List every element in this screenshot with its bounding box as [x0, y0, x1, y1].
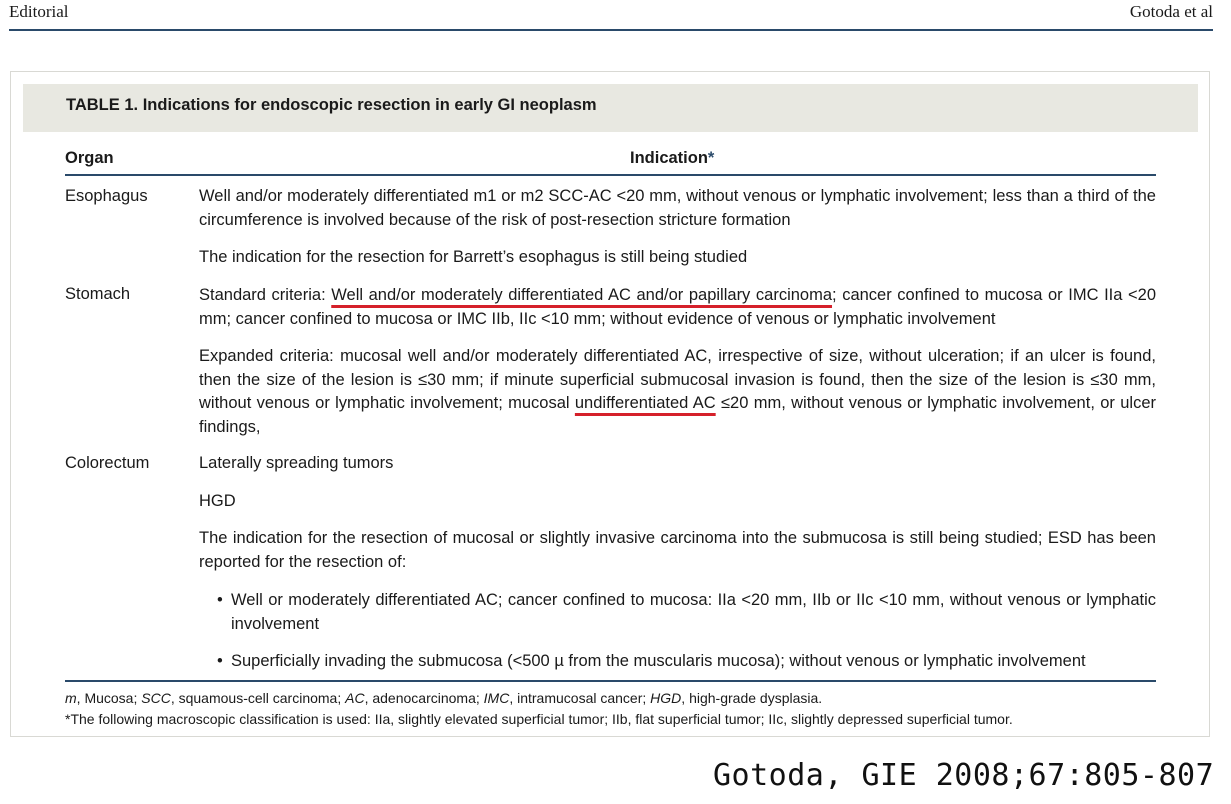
expanded-criteria-lead: Expanded criteria: mucosal well and/or moderately differentiated AC, irrespective of size, without ulceration; if an ulcer is found, then the size of the lesion is ≤30 mm; if minute superficial submucosal invasion is found, then the size of the lesion is ≤30 mm, without venous or lymphatic involvement; mucosal	[199, 347, 1156, 412]
abbr-def: , high-grade dysplasia.	[681, 690, 823, 706]
colorectum-bullet-1	[217, 589, 1156, 636]
colorectum-indication-2: HGD	[199, 492, 236, 510]
table-bottom-rule	[65, 680, 1156, 682]
colorectum-indication-1: Laterally spreading tumors	[199, 454, 394, 472]
column-header-indication	[630, 149, 714, 168]
standard-criteria-rest: ; cancer confined to mucosa or IMC IIa <20 mm; cancer confined to mucosa or IMC IIb, IIc <10 mm; without evidence of venous or lymphatic involvement	[199, 286, 1156, 328]
abbr-term: m	[65, 690, 77, 706]
stomach-standard-criteria	[199, 284, 1156, 331]
bullet-icon: •	[217, 652, 223, 670]
abbr-def: , adenocarcinoma;	[364, 690, 484, 706]
esophagus-indication-2: The indication for the resection for Barrett’s esophagus is still being studied	[199, 248, 748, 266]
citation-label: Gotoda, GIE 2008;67:805-807	[713, 758, 1215, 793]
expanded-criteria-rest: ≤20 mm, without venous or lymphatic involvement, or ulcer findings,	[199, 394, 1156, 436]
highlighted-phrase-expanded: undifferentiated AC	[574, 394, 716, 412]
table-title: TABLE 1. Indications for endoscopic resection in early GI neoplasm	[66, 96, 597, 114]
running-header	[9, 2, 1213, 28]
section-label: Editorial	[9, 2, 69, 21]
bullet-text: Superficially invading the submucosa (<500 µ from the muscularis mucosa); without venous or lymphatic involvement	[231, 652, 1086, 670]
abbr-term: AC	[345, 690, 365, 706]
abbr-def: , intramucosal cancer;	[509, 690, 651, 706]
author-label: Gotoda et al	[1129, 2, 1213, 21]
organ-esophagus: Esophagus	[65, 187, 148, 205]
footnote-marker: *	[707, 149, 715, 167]
table-title-band	[23, 84, 1198, 132]
header-rule	[9, 29, 1213, 31]
abbr-def: , Mucosa;	[76, 690, 142, 706]
colorectum-indication-3: The indication for the resection of mucosal or slightly invasive carcinoma into the submucosa is still being studied; ESD has been reported for the resection of:	[199, 529, 1156, 571]
column-header-organ: Organ	[65, 149, 114, 167]
abbr-term: SCC	[141, 690, 171, 706]
standard-criteria-lead: Standard criteria:	[199, 286, 332, 304]
esophagus-indication-1: Well and/or moderately differentiated m1 or m2 SCC-AC <20 mm, without venous or lymphatic involvement; less than a third of the circumference is involved because of the risk of post-resection stricture formation	[199, 187, 1156, 229]
abbr-term: HGD	[650, 690, 682, 706]
footnote-classification: *The following macroscopic classification is used: IIa, slightly elevated superficial tumor; IIb, flat superficial tumor; IIc, slightly depressed superficial tumor.	[65, 711, 1013, 727]
footnote-abbreviations	[65, 690, 822, 706]
bullet-text: Well or moderately differentiated AC; cancer confined to mucosa: IIa <20 mm, IIb or IIc <10 mm, without venous or lymphatic involvement	[231, 591, 1156, 633]
table-header-rule	[65, 174, 1156, 176]
bullet-icon: •	[217, 591, 223, 609]
abbr-term: IMC	[483, 690, 510, 706]
abbr-def: , squamous-cell carcinoma;	[170, 690, 346, 706]
organ-colorectum: Colorectum	[65, 454, 150, 472]
highlighted-phrase-standard: Well and/or moderately differentiated AC and/or papillary carcinoma	[331, 286, 833, 304]
column-header-indication-label: Indication	[630, 149, 708, 167]
stomach-expanded-criteria	[199, 345, 1156, 439]
colorectum-bullet-2	[217, 650, 1156, 674]
organ-stomach: Stomach	[65, 285, 131, 303]
